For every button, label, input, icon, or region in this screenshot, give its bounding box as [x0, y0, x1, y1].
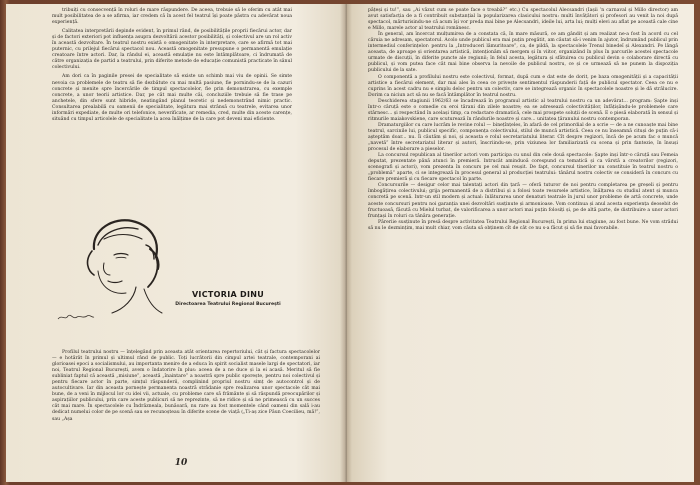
right-paragraph: Păreriie susținute în presă despre activitatea Teatrului Regional București, în prima lui stagiune, au fost bune. Ne vom strădui să nu le dezmințim, mai mult chiar, vom căuta să obținem cît de cât ce nu s-a făcut și să fie mai favorabile. — [368, 219, 678, 231]
left-page — [6, 4, 346, 482]
left-top-text — [52, 8, 292, 123]
right-paragraph: Deschiderea stagiunii 1962/63 se încadrează în programul artistic al teatrului nostru ca un adevărat... program: Șapte inși într-o căruță este o comedie cu eroi tărani din zilele noastre; ea se adresează colectivităților, înfățișându-le problemele care stârnesc... și respectând în același timp, ca redactare dramatică, cele mai prospete soluții de scenă. E o piesă elaborată în sensul și ritmurile maiakovskiene, care scuturează în rândurile noastre și care... unitatea țăranului nostru contemporan. — [368, 98, 678, 122]
right-text — [368, 8, 678, 232]
page-number: 10 — [174, 458, 188, 468]
book-gutter — [340, 4, 352, 482]
right-paragraph: În general, am încercat mulțumirea de a constata că, în mare măsură, ce am gândit și am realizat ne-a fost în acord cu cel căruia ne adresam, spectatorul. Acolo unde publicul era mai puțin pregătit, am căutat să-i venim în ajutor, îndrumând publicul prin intermediul conferințelor: pentru la „Introduceri lămuritoare”, ca, de pildă, la spectacolele Trenul binedeî și Alexandri. Pe lângă aceasta, de aproape și orientarea artistică, intenționăm să mergem și în viitor, organizând în plus în parcurile acestei spectacole urmate de discuții, în diferite puncte ale regiunii; în felul acesta, legătura și sfătuirea cu publicul devin o colaborare directă cu publicul, și vom putea face cât mai bine observa la nevoile de publicul nostru, ce și ce urmează să ne punem la dispoziția publicului de la sate. — [368, 32, 678, 74]
left-paragraph: tribuiți cu consecvență în roluri de mare răspundere. De aceea, trebuie să le oferim cu atât mai mult posibilitatea de a se afirma, iar credem că în acest fel teatrul își poate păstra cu adevărat noua experiență. — [52, 8, 292, 26]
right-paragraph: O componentă a profilului nostru este colectivul, format, după cum e dat este de dorit, pe baza omogenității și a capacității artistice a fiecărui element, dar mai ales în ceea ce privește sentimentul răspunderii față de publicul spectator. Ceea ce nu e cuprins în acest cadru nu e simplu deloc pentru un colectiv, care se integrează organic în spectacolele noastre și le dă strălucire. Dorim ca niciun act să nu se facă întâmplător în teatrul nostru. — [368, 74, 678, 98]
right-page — [346, 4, 694, 482]
right-paragraph: pățeși și tu!”, sau „Ai văzut cum se poate face o treabă?” etc.) Cu spectacolul Alecsandri (Iașii ’n carnaval și Millo director) am avut satisfacția de a fi contribuit substanțial la popularizarea clasicului nostru: multi învățători și profesori au venit la noi după spectacol, mărturisindu-ne că acum își vor preda mai bine pe Alecsandri, ideile lui, arta lui; mulți elevi au aflat pe această cale cine e Millo, marele actor al teatrului românesc. — [368, 8, 678, 32]
caption-role: Directoarea Teatrului Regional București — [175, 302, 281, 307]
right-paragraph: Dramaturgiilor cu care lucrăm le revine rolul — binețînțeles, în afară de cel primordial de a scrie — de a ne cunoaște mai bine teatrul, sarcinile lui, publicul specific, componența colectivului, stilul de muncă artistică. Ceea ce nu înseamnă cituși de puțin că-i așteptăm doar... nu. Îi căutăm și noi, și aceasta e rolul secretariatului literar. Cît despre regizori, încă de pe acum fac o muncă „navetă” între secretariatul literar și autori, înscriindu-se, prin viziunea lor familiarizată cu scena și prin fantezie, în însuși procesul de elaborare a pieselor. — [368, 122, 678, 153]
left-paragraph: Calitatea interpretării depinde evident, în primul rând, de posibilitățile proprii fiecărui actor, dar și de factori exteriori pot influența asupra dezvoltării acestor posibilități, și colectivul are un rol activ în această dezvoltare. În teatrul nostru există o omogenitate în interpretare, care se afirmă tot mai puternic, cu prilejul fiecărui spectacol nou. Această omogenitate presupune o permanentă emulație creatoare între actori. Dar, la rândul ei, această emulație nu este întâmplătoare, ci îndrumată de către organizația de partid a teatrului, prin diferite metode de educație comunistă practicate în sânul colectivului. — [52, 29, 292, 71]
artist-signature-icon — [56, 311, 96, 323]
caption-name: VICTORIA DINU — [191, 290, 265, 299]
left-paragraph: Am dori ca în paginile presei de specialitate să existe un schimb mai viu de opinii. Se simte nevoia ca problemele de teatru să fie dezbătute cu mai multă pasiune, fie pornindu-se de la cazuri concrete și menite spre încercările de timpul spectacolelor, fie prin demonstrarea, cu exemple concrete, a unor teorii artistice. Dar, pe cât mai multe căi, concluziile trebuie să fie trase pe anchetele, din sfere sunt hibride, neatingând planul teoretic și nedemonstrând nimic practic. Consultarea prealabilă cu oamenii de specialitate, legătura mai strânsă cu teatrele, evitarea unor informări expediate, de multe ori telefonice, neverificate, ar remedia, cred, multe din aceste carențe, situând cu timpul articolele de specialitate la acea înălțime de la care pot deveni mai eficiente. — [52, 74, 292, 122]
right-paragraph: Concursurile — desigur celor mai talentați actori din țară — oferă tuturor de noi pentru completarea pe greșeli și pentru îmbogățirea colectivului; grija permanentă de a distribui și a folosi toate resursele artistice, înălțarea cu studiul atent și munca concretă pe scenă. Intr-un stil modern și actual: înlăturarea unor denaturi teatrale în jurul unor probleme de artă concrete, unde aceste concursuri pentru noi garanția unei dezvoltări susținute și armonioase. Vom continua și anul acesta experiența deosebit de fructuoasă, făcută cu Mielul turbat, de valorificarea a unor actori mai puțin folosiți și, pe de altă parte, de distribuire a unor actori frunțași în roluri ca tânăra generație. — [368, 183, 678, 219]
left-paragraph: Profilul teatrului nostru — înțelegând prin aceasta atât orientarea repertoriului, cât și factura spectacolelor — e hotărât în primul și ultimul rând de public. Toți lucrătorii din cimpul artei teatrale, contemporani ai glorioasei epoci a socialismului, au importanta menire de a educa în spirit socialist masele largi de spectatori, iar noi, Teatrul Regional București, avem o îndatorire în plus: aceea de a ne duce și la ei acasă. Meritul să fie subliniat faptul că această „misiune”, această „înaintare” a noastră spre public sporește, pentru noi colectivul și pentru fiecare actor în parte, simțul răspunderii, complinind propriul nostru simț de autocontrol și de autocultivare. Iar din aceasta pornește permanenta noastră strădanie spre realizarea unor spectacole cât mai bune, de a veni în mijlocul lor cu idei vii, actuale, cu probleme care să frământe și să răspundă preocupărilor și aspirațiilor publicului, prin care aceste publicuri să ne reprezinte, să ne ridice și să ne primească cu un succes cât mai mare. În spectacolele cu Îndrăzneala, bunăoară, nu rare au fost momentele când oameni din sală i-au dedicat numelui color de pe scenă sau se recunoșteau în diferite scene de viață („Ti-aș zice Păun Coecilieu, mă!”, sau „Așa — [52, 350, 320, 422]
right-paragraph: La concursul republican al tinerilor actori vom participa cu unul din cele două spectacole: Șapte inși într-o căruță sau Femeia deputat, prezentate până atunci în premieră. Intrucât aminduoă corespund ca tematică și ca vârstă a creatorilor (regizori, scenografi și actori), vom prezenta în concurs pe cel mai reușit. De fapt, concursul tinerilor nu constituie în teatrul nostru o „problemă” aparte, ci se integrează în procesul general al producției teatrului: tânărul nostru colectiv se consideră în concurs cu fiecare premieră și cu fiecare spectacol în parte. — [368, 153, 678, 183]
left-bottom-text — [52, 350, 320, 423]
